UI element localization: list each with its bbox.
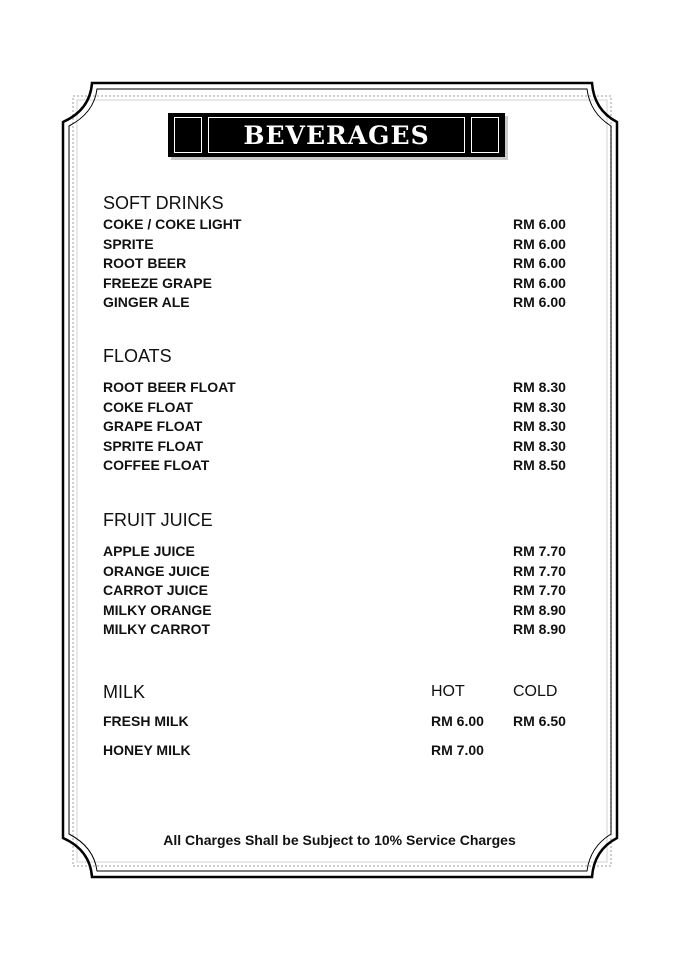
item-price: RM 6.00	[513, 235, 566, 252]
item-price: RM 6.00	[513, 216, 566, 232]
list-item	[103, 562, 583, 582]
list-item	[103, 293, 583, 313]
item-name: FRESH MILK	[103, 713, 189, 729]
page-title: BEVERAGES	[243, 120, 430, 150]
list-item	[103, 254, 583, 274]
banner-center	[208, 117, 465, 153]
item-price: RM 8.30	[513, 437, 566, 454]
section-floats	[103, 344, 583, 476]
item-name: COKE FLOAT	[103, 398, 193, 415]
list-item	[103, 235, 583, 255]
list-item	[103, 456, 583, 476]
item-hot-price: RM 7.00	[431, 742, 484, 758]
cold-column-label: COLD	[513, 683, 558, 700]
item-price: RM 7.70	[513, 582, 566, 598]
item-name: ROOT BEER FLOAT	[103, 379, 236, 395]
item-name: APPLE JUICE	[103, 543, 195, 559]
section-fruit-juice	[103, 508, 583, 640]
item-name: COKE / COKE LIGHT	[103, 216, 242, 232]
list-item	[103, 274, 583, 294]
item-price: RM 8.30	[513, 398, 566, 415]
section-heading: SOFT DRINKS	[103, 193, 224, 213]
hot-column-label: HOT	[431, 683, 465, 700]
item-name: SPRITE FLOAT	[103, 437, 204, 454]
item-cold-price: RM 6.50	[513, 713, 566, 729]
item-name: FREEZE GRAPE	[103, 274, 212, 291]
item-name: ROOT BEER	[103, 255, 187, 271]
section-heading: FLOATS	[103, 346, 172, 366]
section-heading: FRUIT JUICE	[103, 510, 213, 530]
section-milk	[103, 680, 583, 770]
banner-left-ornament	[174, 117, 202, 153]
item-price: RM 7.70	[513, 543, 566, 559]
item-name: MILKY ORANGE	[103, 601, 212, 618]
item-price: RM 8.90	[513, 601, 566, 618]
item-name: GINGER ALE	[103, 294, 190, 310]
list-item	[103, 601, 583, 621]
title-banner	[168, 113, 505, 157]
item-price: RM 8.30	[513, 418, 566, 434]
section-heading: MILK	[103, 682, 146, 702]
item-name: ORANGE JUICE	[103, 562, 210, 579]
item-name: COFFEE FLOAT	[103, 457, 210, 473]
list-item	[103, 542, 583, 562]
list-item	[103, 712, 583, 741]
list-item	[103, 378, 583, 398]
milk-header-row	[103, 680, 583, 704]
item-name: HONEY MILK	[103, 742, 191, 758]
section-soft-drinks	[103, 191, 583, 313]
item-price: RM 7.70	[513, 562, 566, 579]
list-item	[103, 398, 583, 418]
list-item	[103, 581, 583, 601]
list-item	[103, 417, 583, 437]
item-price: RM 6.00	[513, 255, 566, 271]
item-price: RM 8.50	[513, 457, 566, 473]
banner-right-ornament	[471, 117, 499, 153]
list-item	[103, 437, 583, 457]
item-price: RM 8.90	[513, 621, 566, 637]
list-item	[103, 620, 583, 640]
list-item	[103, 741, 583, 770]
item-name: SPRITE	[103, 235, 154, 252]
item-price: RM 6.00	[513, 274, 566, 291]
item-price: RM 6.00	[513, 294, 566, 310]
list-item	[103, 215, 583, 235]
item-hot-price: RM 6.00	[431, 713, 484, 729]
item-name: MILKY CARROT	[103, 621, 211, 637]
service-charge-note: All Charges Shall be Subject to 10% Service Charges	[163, 832, 516, 848]
item-name: CARROT JUICE	[103, 582, 209, 598]
item-name: GRAPE FLOAT	[103, 418, 203, 434]
item-price: RM 8.30	[513, 379, 566, 395]
